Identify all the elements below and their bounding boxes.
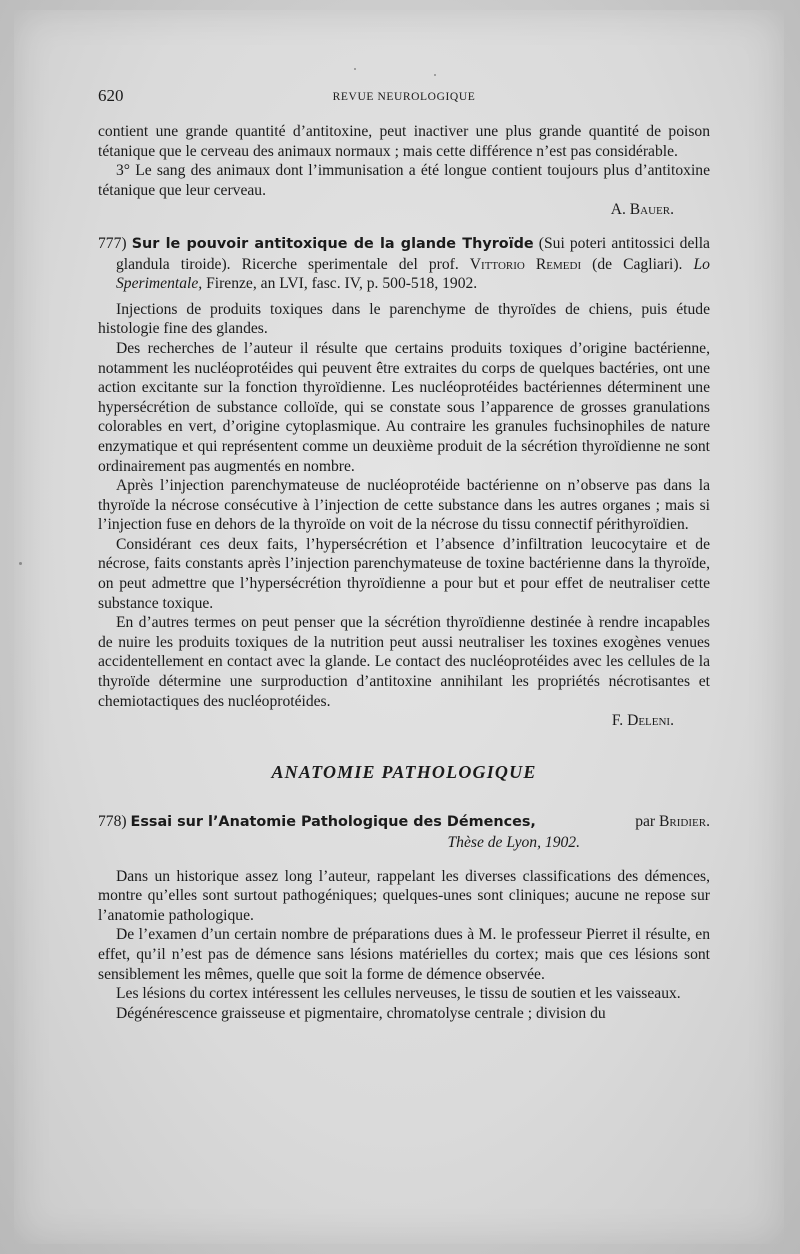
page-content: [98, 86, 710, 1023]
article-778: [98, 812, 710, 852]
reference-author: Vittorio Remedi: [469, 255, 582, 273]
article-number: 778): [98, 813, 127, 831]
journal-title: REVUE NEUROLOGIQUE: [332, 91, 476, 103]
article-heading: [98, 812, 710, 833]
paragraph: Injections de produits toxiques dans le parenchyme de thyroïdes de chiens, puis étude histologie fine des glandes.: [98, 300, 710, 338]
author-prefix: par: [635, 813, 656, 831]
page-number: 620: [98, 86, 124, 105]
running-head: [98, 86, 710, 108]
paragraph: Considérant ces deux faits, l’hypersécrétion et l’absence d’infiltration leucocytaire et de nécrose, faits constants après l’injection parenchymateuse de toxine bactérienne dans la thyroïde, on peut admettre que l’hypersécrétion thyroïdienne a pour but et pour effet de neutraliser cette substance toxique.: [98, 535, 710, 612]
article-signature: F. Deleni.: [611, 712, 674, 730]
paragraph: De l’examen d’un certain nombre de préparations dues à M. le professeur Pierret il résulte, en effet, qu’il n’est pas de démence sans lésions matérielles du cortex; mais que ces lésions sont sensiblement les mêmes, quelle que soit la forme de démence observée.: [98, 926, 710, 983]
paragraph: En d’autres termes on peut penser que la sécrétion thyroïdienne destinée à rendre incapables de nuire les produits toxiques de la nutrition peut aussi neutraliser les toxines exogènes venues accidentellement en contact avec la glande. Le contact des nucléoprotéides avec les cellules de la thyroïde détermine une surproduction d’antitoxine annihilant les propriétés nécrotisantes et chemiotactiques des nucléoprotéides.: [98, 614, 710, 710]
thesis-reference: Thèse de Lyon, 1902.: [447, 834, 580, 851]
article-author: Bridier.: [659, 813, 710, 831]
paper-speck: [354, 68, 356, 70]
paragraph: Dans un historique assez long l’auteur, rappelant les diverses classifications des démences, montre qu’elles sont surtout pathogéniques; quelques-unes sont cliniques; aucune ne repose sur l’anatomie pathologique.: [98, 867, 710, 924]
article-777: [98, 234, 710, 731]
signature-line: [98, 711, 710, 731]
reference-details: Firenze, an LVI, fasc. IV, p. 500-518, 1902.: [206, 275, 478, 293]
paragraph: contient une grande quantité d’antitoxine, peut inactiver une plus grande quantité de poison tétanique que le cerveau des animaux normaux ; mais cette différence n’est pas considérable.: [98, 123, 710, 160]
article-778-body: [98, 867, 710, 1024]
article-title: Sur le pouvoir antitoxique de la glande Thyroïde: [131, 235, 534, 252]
paragraph: 3° Le sang des animaux dont l’immunisation a été longue contient toujours plus d’antitoxine tétanique que leur cerveau.: [98, 162, 710, 199]
article-title: Essai sur l’Anatomie Pathologique des Démences,: [130, 814, 536, 831]
article-heading: [98, 234, 710, 294]
paper-speck: [434, 74, 436, 76]
paragraph: Des recherches de l’auteur il résulte que certains produits toxiques d’origine bactérienne, notamment les nucléoprotéides qui peuvent être extraites du corps de quelques bactéries, ont une action excitante sur la fonction thyroïdienne. Les nucléoprotéides bactériennes déterminent une hypersécrétion de substance colloïde, qui se constate sous l’apparence de grosses granulations colorables en vert, d’origine cytoplasmique. Au contraire les granules fuchsinophiles de nature enzymatique et qui représentent comme un deuxième produit de la sécrétion thyroïdienne ne sont ordinairement pas augmentés en nombre.: [98, 339, 710, 475]
article-reference: (Sui poteri antitossici della glandula tiroide). Ricerche sperimentale del prof.: [116, 234, 710, 273]
reference-journal: Lo Sperimentale,: [116, 255, 710, 293]
paragraph: Dégénérescence graisseuse et pigmentaire, chromatolyse centrale ; division du: [116, 1004, 606, 1022]
paragraph: Après l’injection parenchymateuse de nucléoprotéide bactérienne on n’observe pas dans la thyroïde la nécrose consécutive à l’injection de cette substance dans les autres organes ; mais si l’injection fuse en dehors de la thyroïde on voit de la nécrose du tissu connectif périthyroïdien.: [98, 477, 710, 534]
signature-line: [98, 200, 710, 220]
section-title: ANATOMIE PATHOLOGIQUE: [271, 761, 537, 782]
previous-article-ending: [98, 122, 710, 220]
reference-location: (de Cagliari).: [592, 255, 683, 273]
paragraph: Les lésions du cortex intéressent les cellules nerveuses, le tissu de soutien et les vaisseaux.: [116, 985, 681, 1003]
article-signature: A. Bauer.: [610, 201, 674, 219]
article-number: 777): [98, 234, 127, 252]
paper-speck: [19, 562, 22, 565]
article-body: [98, 300, 710, 731]
